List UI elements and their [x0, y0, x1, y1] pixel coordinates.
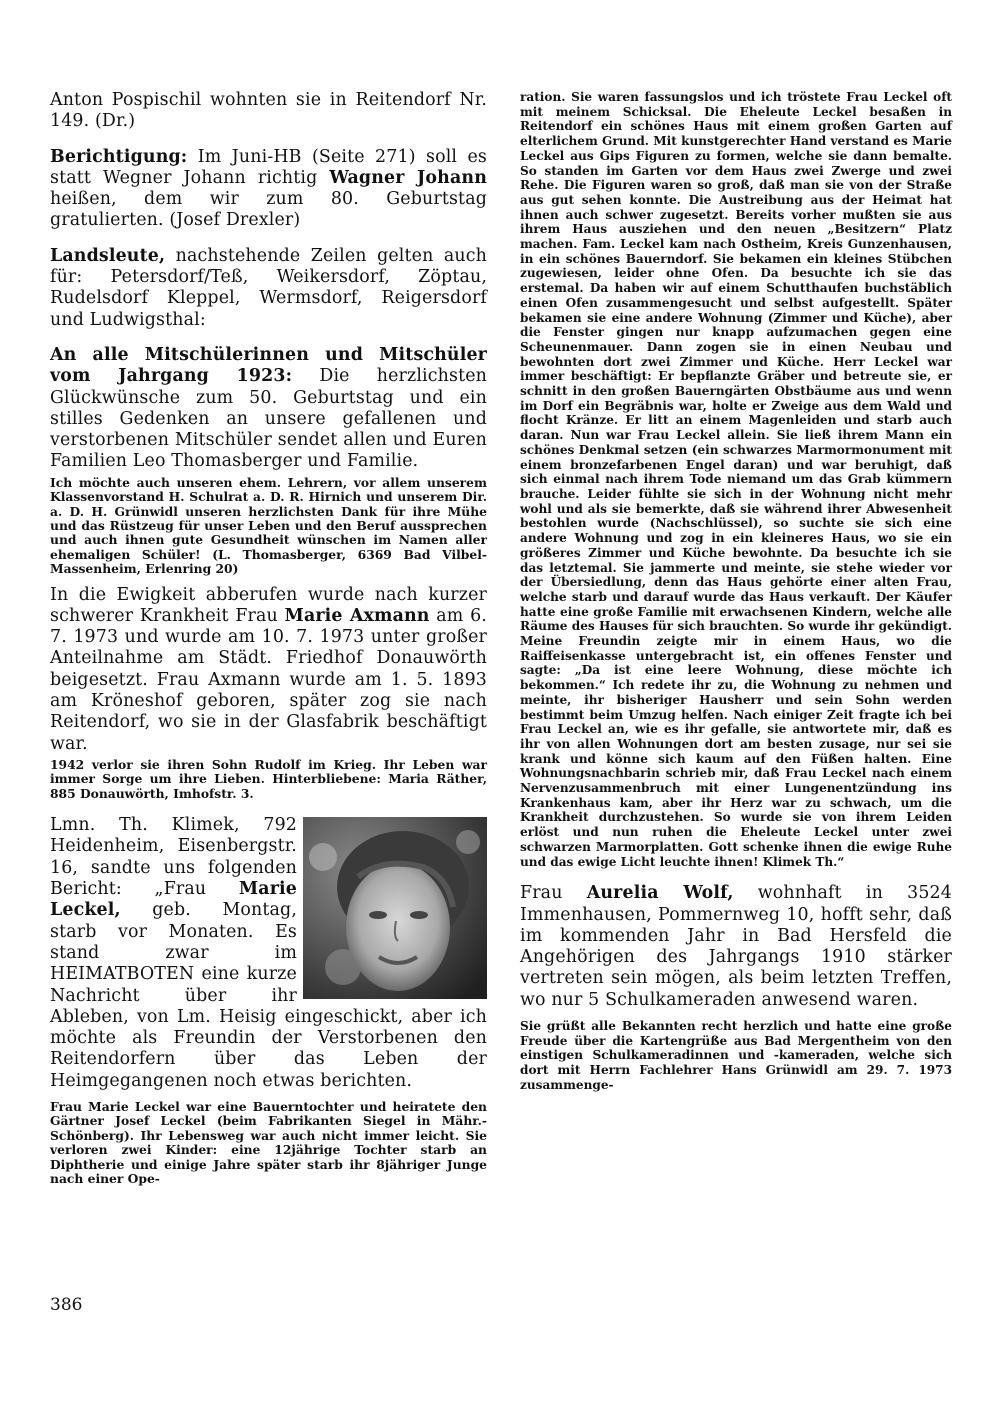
paragraph-text: Die herzlichsten Glückwünsche zum 50. Geburtstag und ein stilles Gedenken an unsere gefallenen und verstorbenen Mitschüler sendet allen und Euren Familien Leo Thomasberger und Familie. — [50, 366, 487, 472]
portrait-photo — [303, 817, 487, 999]
paragraph-text: Anton Pospischil wohnten sie in Reitendorf Nr. 149. (Dr.) — [50, 90, 487, 132]
paragraph-text: ration. Sie waren fassungslos und ich tröstete Frau Leckel oft mit meinem Schicksal. Die Eheleute Leckel besaßen in Reitendorf ein schönes Haus mit einem großen Garten auf elterlichem Grund. Mit kunstgerechter Hand verstand es Marie Leckel aus Gips Figuren zu formen, welche sie dann bemalte. So standen im Garten vor dem Haus zwei Zwerge und zwei Rehe. Die Figuren waren so groß, daß man sie von der Straße aus gut sehen konnte. Die Austreibung aus der Heimat hat ihnen auch schwer zugesetzt. Bereits vorher mußten sie aus ihrem Haus ausziehen und den neuen „Besitzern“ Platz machen. Fam. Leckel kam nach Ostheim, Kreis Gunzenhausen, in ein schönes Bauerndorf. Sie bekamen ein kleines Stübchen zugewiesen, leider ohne Ofen. Da besuchte ich sie das erstemal. Da haben wir auf einem Schutthaufen buchstäblich einen Ofen zusammengesucht und selbst aufgestellt. Später bekamen sie eine andere Wohnung (Zimmer und Küche), aber die Fenster gingen nur knapp aufzumachen gegen eine Scheunenmauer. Dann zogen sie in einen Neubau und bewohnten dort zwei Zimmer und Küche. Herr Leckel war immer beschäftigt: Er bepflanzte Gräber und betreute sie, er schnitt in den großen Bauerngärten Obstbäume aus und wenn im Dorf ein Begräbnis war, holte er Zweige aus dem Wald und flocht Kränze. Er litt an einem Magenleiden und starb auch daran. Nun war Frau Leckel allein. Sie ließ ihrem Mann ein schönes Denkmal setzen (ein schwarzes Marmormonument mit einem bronzefarbenen Engel daran) und war beruhigt, daß sich einmal nach ihrem Tode niemand um das Grab kümmern brauche. Leider fühlte sie sich in der Wohnung nicht mehr wohl und als sie bemerkte, daß sie während ihrer Abwesenheit bestohlen wurde (Nachschlüssel), so suchte sie sich eine andere Wohnung und zog in ein kleineres Haus, wo sie ein größeres Zimmer und Küche bewohnte. Da besuchte ich sie das letztemal. Sie jammerte und meinte, sie stehe wieder vor der Übersiedlung, denn das Haus gehörte einer alten Frau, welche starb und darauf wurde das Haus verkauft. Der Käufer hatte eine große Familie mit erwachsenen Kindern, welche alle Räume des Hauses für sich brauchten. So wurde ihr gekündigt. Meine Freundin zeigte mir in einem Haus, wo die Raiffeisenkasse untergebracht ist, ein offenes Fenster und sagte: „Da ist eine leere Wohnung, diese möchte ich bekommen.“ Ich redete ihr zu, die Wohnung zu nehmen und meinte, ihr bisheriger Hausherr und sein Sohn werden bestimmt beim Umzug helfen. Nach einiger Zeit fragte ich bei Frau Leckel an, wie es ihr gefalle, sie antwortete mir, daß es ihr von allen Wohnungen dort am besten zusage, nur sei sie krank und könne sich kaum auf den Füßen halten. Eine Wohnungsnachbarin schrieb mir, daß Frau Leckel nach einem Nervenzusammenbruch mit einer Lungenentzündung ins Krankenhaus kam, aber ihr Herz war zu schwach, um die Krankheit durchzustehen. So wurde sie von ihrem Leiden erlöst und nun ruhen die Eheleute Leckel unter zwei schwarzen Marmorplatten. Gott schenke ihnen die ewige Ruhe und das ewige Licht leuchte ihnen! Klimek Th.“ — [520, 90, 952, 869]
paragraph-text: 1942 verlor sie ihren Sohn Rudolf im Krieg. Ihr Leben war immer Sorge um ihre Lieben. Hinterbliebene: Maria Räther, 885 Donauwörth, Imhofstr. 3. — [50, 756, 487, 801]
paragraph-lead: Landsleute, — [50, 245, 166, 266]
paragraph-text: wohnhaft in 3524 Immenhausen, Pommernweg 10, hofft sehr, daß im kommenden Jahr in Bad Hersfeld die Angehörigen des Jahrgangs 1910 stärker vertreten sein mögen, als beim letzten Treffen, wo nur 5 Schulkameraden anwesend waren. — [520, 883, 952, 1010]
left-column — [50, 90, 487, 1186]
paragraph-text: Frau Marie Leckel war eine Bauerntochter und heiratete den Gärtner Josef Leckel (beim Fabrikanten Siegel in Mähr.-Schönberg). Ihr Lebensweg war auch nicht immer leicht. Sie verloren zwei Kinder: eine 12jährige Tochter starb an Diphtherie und einige Jahre später starb ihr 8jähriger Junge nach einer Ope- — [50, 1099, 487, 1187]
article-leckel — [50, 815, 487, 1092]
paragraph-text: Ich möchte auch unseren ehem. Lehrern, vor allem unserem Klassenvorstand H. Schulrat a. D. R. Hirnich und unserem Dir. a. D. H. Grünwidl unseren herzlichsten Dank für ihre Mühe und das Rüstzeug für unser Leben und den Beruf aussprechen und auch ihnen gute Gesundheit wünschen im Namen aller ehemaligen Schüler! (L. Thomasberger, 6369 Bad Vilbel-Massenheim, Erlenring 20) — [50, 474, 487, 577]
paragraph-text: am 6. 7. 1973 und wurde am 10. 7. 1973 unter großer Anteilnahme am Städt. Friedhof Donauwörth beigesetzt. Frau Axmann wurde am 1. 5. 1893 am Kröneshof geboren, später zog sie nach Reitendorf, wo sie in der Glasfabrik beschäftigt war. — [50, 605, 487, 754]
paragraph-landsleute — [50, 246, 487, 331]
paragraph-lead: Berichtigung: — [50, 146, 188, 167]
person-name: Aurelia Wolf, — [586, 883, 734, 904]
paragraph-text: Frau — [520, 883, 587, 904]
paragraph-gruesse — [520, 1019, 952, 1093]
paragraph-text: Sie grüßt alle Bekannten recht herzlich und hatte eine große Freude über die Kartengrüße aus Bad Mergentheim von den einstigen Schulkameradinnen und -kameraden, welche sich dort mit Herrn Fachlehrer Hans Grünwidl am 29. 7. 1973 zusammenge- — [520, 1019, 952, 1092]
person-name: Marie Axmann — [284, 605, 430, 626]
paragraph-text: Lmn. Th. Klimek, 792 Heidenheim, Eisenbergstr. 16, sandte uns folgenden Bericht: „Frau — [50, 815, 297, 900]
paragraph-text: nachstehende Zeilen gelten auch für: Petersdorf/Teß, Weikersdorf, Zöptau, Rudelsdorf Kleppel, Wermsdorf, Reigersdorf und Ludwigsthal: — [50, 245, 487, 330]
paragraph-text: geb. Montag, starb vor Monaten. Es stand zwar im HEIMATBOTEN eine kurze Nachricht über ihr Ableben, von Lm. Heisig eingeschickt, aber ich möchte als Freundin der Verstorbenen den Reitendorfern über das Leben der Heimgegangenen noch etwas berichten. — [50, 900, 487, 1091]
paragraph-axmann-sohn — [50, 758, 487, 801]
person-name: Wagner Johann — [329, 167, 487, 188]
paragraph-axmann — [50, 585, 487, 755]
paragraph-leckel-leben — [50, 1100, 487, 1186]
paragraph-text: In die Ewigkeit abberufen wurde nach kurzer schwerer Krankheit Frau — [50, 584, 487, 626]
paragraph-leckel-fortsetzung — [520, 90, 952, 869]
paragraph-text: Im Juni-HB (Seite 271) soll es statt Wegner Johann richtig — [50, 146, 487, 188]
right-column — [520, 90, 952, 1093]
person-name: Marie Leckel, — [50, 879, 297, 921]
paragraph-dank-lehrer — [50, 476, 487, 577]
paragraph-berichtigung — [50, 147, 487, 232]
paragraph-lead: An alle Mitschülerinnen und Mitschüler vom Jahrgang 1923: — [50, 344, 487, 387]
page-number: 386 — [50, 1295, 83, 1315]
paragraph-aurelia-wolf — [520, 883, 952, 1011]
paragraph-text: heißen, dem wir zum 80. Geburtstag gratulierten. (Josef Drexler) — [50, 189, 487, 231]
paragraph-pospischil — [50, 90, 487, 133]
paragraph-mitschueler — [50, 345, 487, 473]
